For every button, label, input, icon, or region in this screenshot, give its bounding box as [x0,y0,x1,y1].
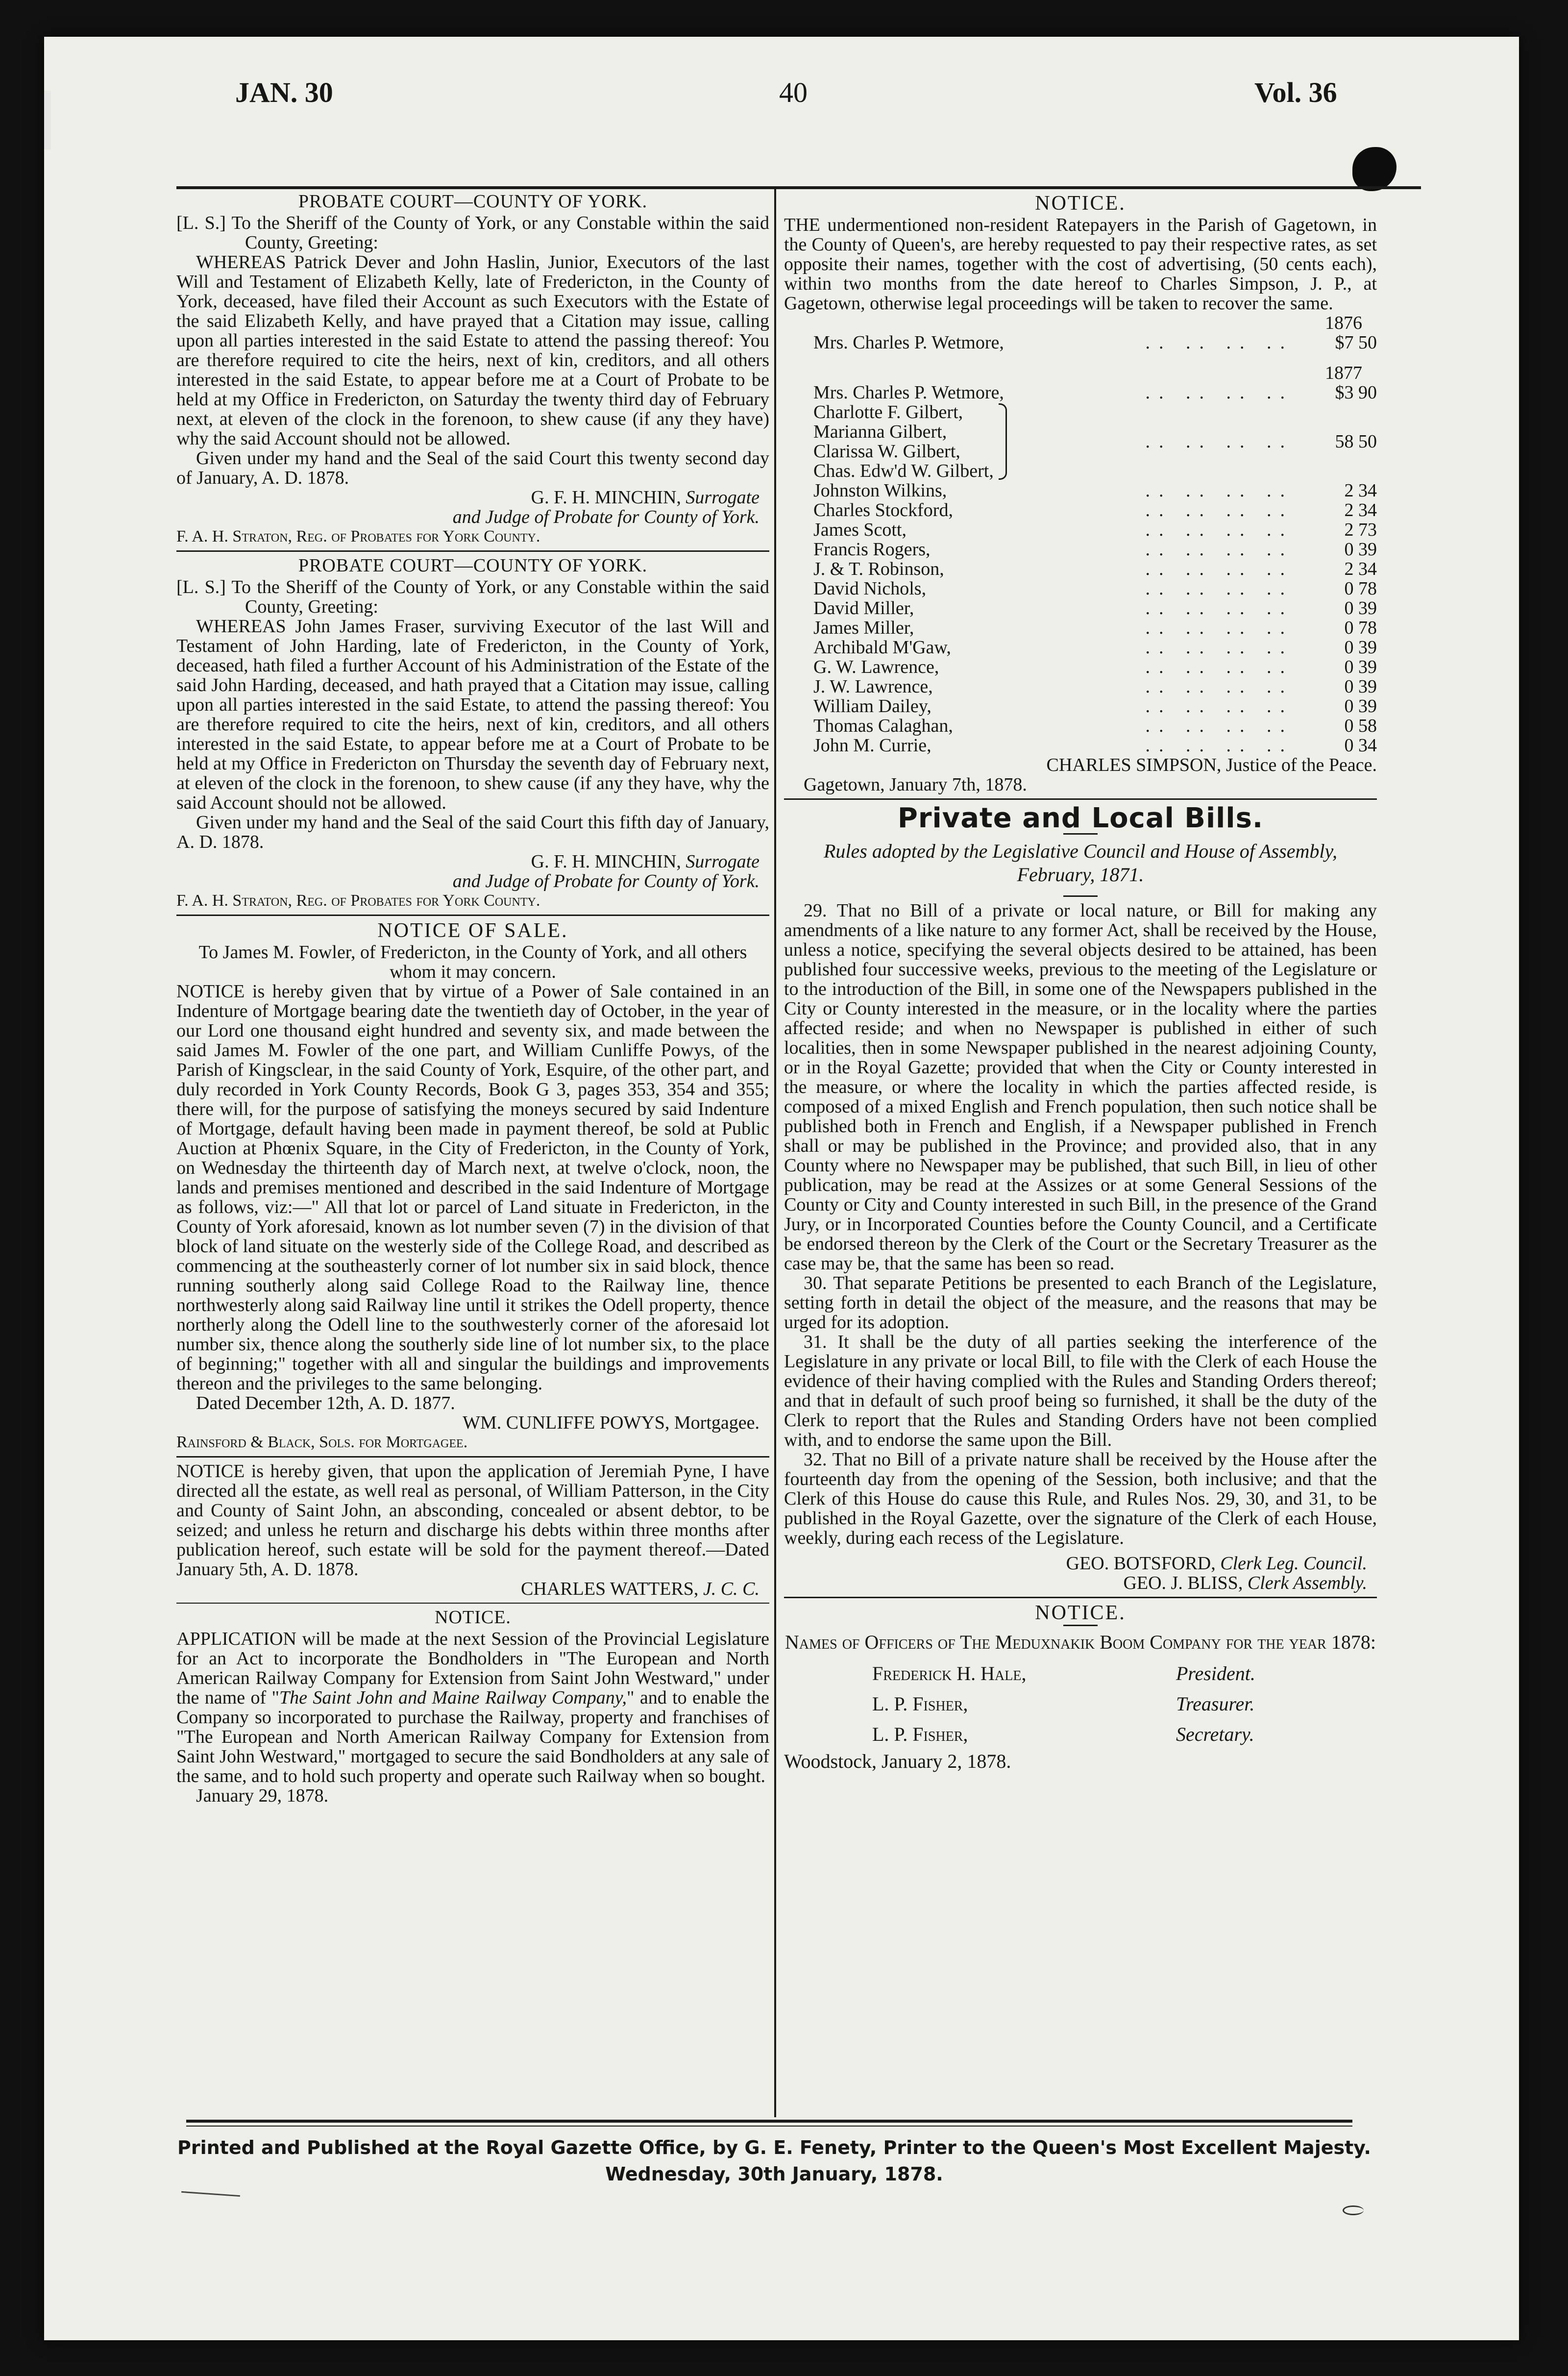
title-underline [1063,1625,1098,1626]
section-title: Private and Local Bills. [897,802,1264,834]
officer-role: Treasurer. [1176,1693,1255,1715]
notice-body: WHEREAS Patrick Dever and John Haslin, Junior, Executors of the last Will and Testament of Elizabeth Kelly, late of Fredericton, in the County of York, deceased, have filed their Account as such Executors with the Estate of the said Elizabeth Kelly, and have prayed that a Citation may issue, calling upon all parties interested in the said Estate to attend the passing thereof: You are therefore required to cite the heirs, next of kin, creditors, and all others interested in the said Estate, to appear before me at a Court of Probate to be held at my Office in Fredericton, on Saturday the twenty third day of February next, at eleven of the clock in the forenoon, to shew cause (if any they have) why the said Account should not be allowed. [176,252,769,449]
given-line: Given under my hand and the Seal of the said Court this fifth day of January, A. D. 1878. [176,812,769,852]
section-rule [784,798,1377,800]
ratepayer-name: James Miller, [813,618,914,638]
rate-amount: $3 90 [1335,382,1377,403]
rate-amount: 0 39 [1344,539,1377,560]
pen-mark [1343,2205,1364,2215]
railway-company-name: The Saint John and Maine Railway Company, [279,1687,627,1708]
table-row [784,736,1377,755]
ratepayer-name: G. W. Lawrence, [813,657,939,677]
volume-number: Vol. 36 [1254,76,1337,108]
signature-title-2: and Judge of Probate for County of York. [452,507,760,527]
ratepayer-name: James Scott, [813,520,906,540]
table-row [784,559,1377,579]
rule-32: 32. That no Bill of a private nature shall be received by the House after the fourteenth day from the opening of the Session, both inclusive; and that the Clerk of this House do cause this Rule, and Rules Nos. 29, 30, and 31, to be published in the Royal Gazette, over the signature of the Clerk of each House, weekly, during each recess of the Legislature. [784,1449,1377,1548]
leader-dots: .. .. .. .. [1145,696,1294,717]
dated-line: Woodstock, January 2, 1878. [784,1750,1011,1772]
ratepayer-name: David Nichols, [813,578,927,599]
ratepayer-name: Charles Stockford, [813,500,953,520]
table-row [784,481,1377,500]
dated-line: Dated December 12th, A. D. 1877. [196,1393,455,1413]
ratepayer-group [784,402,1088,481]
section-rule [784,1597,1377,1598]
signature-title: J. C. C. [703,1579,760,1599]
imprint-line: Printed and Published at the Royal Gazette Office, by G. E. Fenety, Printer to the Queen's Most Excellent Majesty. [177,2137,1371,2158]
notice-body: NOTICE is hereby given that by virtue of a Power of Sale contained in an Indenture of Mortgage bearing date the twentieth day of October, in the year of our Lord one thousand eight hundred and seventy six, and made between the said James M. Fowler of the one part, and William Cunliffe Powys, of the Parish of Kingsclear, in the said County of York, Esquire, of the other part, and duly recorded in York County Records, Book G 3, pages 353, 354 and 355; there will, for the purpose of satisfying the moneys secured by said Indenture of Mortgage, default having been made in payment thereof, be sold at Public Auction at Phœnix Square, in the City of Fredericton, in the County of York, on Wednesday the thirteenth day of March next, at twelve o'clock, noon, the lands and premises mentioned and described in the said Indenture of Mortgage as follows, viz:—" All that lot or parcel of Land situate in Fredericton, in the County of York aforesaid, known as lot number seven (7) in the division of that block of land situate on the westerly side of the College Road, and described as commencing at the southeasterly corner of lot number six in said block, thence running southerly along said College Road to the Railway line, thence northwesterly along said Railway line until it strikes the Odell property, thence northerly along the Odell line to the southwesterly corner of the aforesaid lot number six, thence along the southerly side line of lot number six, to the place of beginning;" together with all and singular the buildings and improvements thereon and the privileges to the same belonging. [176,981,769,1394]
rate-amount: 0 78 [1344,578,1377,599]
section-rule [176,1603,769,1604]
table-row [784,618,1377,638]
leader-dots: .. .. .. .. [1145,382,1294,403]
rule-29: 29. That no Bill of a private or local nature, or Bill for making any amendments of a like nature to any former Act, shall be received by the House, unless a notice, specifying the several objects desired to be attained, has been published four successive weeks, previous to the meeting of the Legislature or to the introduction of the Bill, in some one of the Newspapers published in the City or County interested in the measure, or in the locality where the parties affected reside; and when no Newspaper is published in either of such localities, then in some Newspaper published in the nearest adjoining County, or in the Royal Gazette; provided that when the City or County interested in the measure, or where the locality in which the parties affected reside, is composed of a mixed English and French population, then such notice shall be published both in French and English, if a Newspaper published in French shall or may be published in the Province; and provided also, that in any County where no Newspaper may be published, that such Bill, in lieu of other publication, may be read at the Assizes or at some General Sessions of the County or City and County interested in such Bill, in the presence of the Grand Jury, or in Incorporated Counties before the County Council, and a Certificate be endorsed thereon by the Clerk of the Court or the Secretary Treasurer as the case may be, that the same has been so read. [784,900,1377,1274]
group-brace [999,403,1007,480]
private-local-bills [784,802,1377,1593]
ratepayer-name: Marianna Gilbert, [813,421,947,442]
signature-title: Clerk Leg. Council. [1220,1553,1367,1574]
signature-name: G. F. H. MINCHIN, [531,851,681,872]
boom-company-notice [784,1603,1377,1771]
right-column [784,189,1377,2115]
ratepayer-name: Chas. Edw'd W. Gilbert, [813,461,994,481]
signature [176,1579,769,1599]
signature-title-2: and Judge of Probate for County of York. [452,871,760,891]
leader-dots: .. .. .. .. [1145,480,1294,501]
signature-name: G. F. H. MINCHIN, [531,487,681,508]
notice-body [176,1629,769,1786]
table-row [784,579,1377,598]
footer-rule [186,2120,1352,2123]
leader-dots: .. .. .. .. [1145,598,1294,619]
signature [176,488,769,507]
officers-list [872,1658,1377,1750]
table-row [784,500,1377,520]
railway-notice [176,1608,769,1806]
officer-role: Secretary. [1176,1723,1254,1745]
rate-amount: 0 39 [1344,696,1377,717]
rate-amount: 0 58 [1344,716,1377,736]
address-line: [L. S.] To the Sheriff of the County of York, or any Constable within the said County, Greeting: [176,577,769,617]
signature: WM. CUNLIFFE POWYS, Mortgagee. [463,1412,760,1433]
officer-name: L. P. Fisher, [872,1693,968,1715]
body-part-2: " and to enable the Company so incorporated to purchase the Railway, property and franchises of "The European and North American Railway Company for Extension from Saint John Westward," mortgaged to secure the said Bondholders at any sale of the same, and to hold such property and operate such Railway when so bought. [176,1687,769,1786]
year-label: 1876 [1325,313,1362,333]
officer-role: President. [1176,1662,1255,1684]
officer-name: Frederick H. Hale, [872,1662,1027,1684]
leader-dots: .. .. .. .. [1145,637,1294,658]
table-row-grouped [784,402,1377,481]
ratepayer-name: William Dailey, [813,696,931,717]
leader-dots: .. .. .. .. [1145,500,1294,520]
signature-bliss [784,1573,1377,1593]
dated-line: January 29, 1878. [196,1785,329,1806]
left-column [176,189,769,2115]
signature-title: Surrogate [686,487,760,508]
signature-name: GEO. BOTSFORD, [1066,1553,1216,1574]
table-row [784,696,1377,716]
leader-dots: .. .. .. .. [1145,618,1294,638]
registrar-line: F. A. H. Straton, Reg. of Probates for York County. [176,527,540,545]
leader-dots: .. .. .. .. [1145,716,1294,736]
notice-body: NOTICE is hereby given, that upon the application of Jeremiah Pyne, I have directed all the estate, as well real as personal, of William Patterson, in the City and County of Saint John, an absconding, concealed or absent debtor, to be seized; and unless he return and discharge his debts within three months after publication hereof, such estate will be sold for the payment thereof.—Dated January 5th, A. D. 1878. [176,1461,769,1580]
table-row [784,657,1377,677]
table-row [784,598,1377,618]
ratepayer-name: John M. Currie, [813,735,931,756]
leader-dots: .. .. .. .. [1145,539,1294,560]
issue-date: JAN. 30 [235,76,333,108]
ratepayer-name: Clarissa W. Gilbert, [813,441,960,462]
rate-amount: 58 50 [1335,431,1377,452]
rate-amount: 2 34 [1344,559,1377,579]
section-title: NOTICE OF SALE. [377,919,568,942]
officer-row [872,1658,1377,1689]
subtitle-underline [1063,895,1098,897]
signature-title-line [176,507,769,527]
dated-line: Gagetown, January 7th, 1878. [804,774,1027,795]
rate-amount: 0 39 [1344,657,1377,677]
table-row [784,638,1377,657]
ratepayer-name: J. & T. Robinson, [813,559,944,579]
address-line: To James M. Fowler, of Fredericton, in the County of York, and all others whom it may concern. [198,942,747,982]
rate-amount: 0 34 [1344,735,1377,756]
body-part-1: APPLICATION will be made at the next Session of the Provincial Legislature for an Act to incorporate the Bondholders in "The European and North American Railway Company for Extension from Saint John Westward," under the name of " [176,1629,769,1708]
rate-amount: 0 39 [1344,676,1377,697]
imprint-date: Wednesday, 30th January, 1878. [605,2163,943,2185]
rate-amount: $7 50 [1335,332,1377,353]
section-title: PROBATE COURT—COUNTY OF YORK. [298,555,648,576]
rate-amount: 2 73 [1344,520,1377,540]
probate-notice-harding [176,556,769,911]
signature-botsford [784,1554,1377,1573]
leader-dots: .. .. .. .. [1145,559,1294,579]
signature-name: CHARLES WATTERS, [520,1579,699,1599]
rate-amount: 0 39 [1344,598,1377,619]
section-title: NOTICE. [1035,1602,1126,1624]
section-rule [176,915,769,916]
leader-dots: .. .. .. .. [1145,431,1294,452]
officer-row [872,1719,1377,1750]
ratepayer-name: David Miller, [813,598,914,619]
ratepayer-name: Mrs. Charles P. Wetmore, [813,382,1004,403]
footer-rule-thin [186,2126,1352,2127]
officer-name: L. P. Fisher, [872,1723,968,1745]
leader-dots: .. .. .. .. [1145,332,1294,353]
year-label: 1877 [1325,363,1362,383]
leader-dots: .. .. .. .. [1145,735,1294,756]
rate-amount: 0 39 [1344,637,1377,658]
registrar-line: F. A. H. Straton, Reg. of Probates for York County. [176,891,540,910]
binding-edge [44,91,51,149]
ratepayer-name: Johnston Wilkins, [813,480,947,501]
address-line: [L. S.] To the Sheriff of the County of York, or any Constable within the said County, Greeting: [176,213,769,253]
rate-amount: 2 34 [1344,480,1377,501]
signature-name: GEO. J. BLISS, [1123,1573,1243,1593]
leader-dots: .. .. .. .. [1145,657,1294,677]
table-row [784,716,1377,736]
officers-heading: Names of Officers of The Meduxnakik Boom Company for the year 1878: [785,1631,1376,1653]
signature-title-line [176,871,769,891]
section-rule [176,1456,769,1458]
notice-of-sale [176,921,769,1452]
ratepayer-name: Mrs. Charles P. Wetmore, [813,332,1004,353]
imprint [176,2134,1372,2187]
table-row [784,520,1377,540]
group-names [813,402,994,481]
signature [176,852,769,871]
ratepayer-name: Charlotte F. Gilbert, [813,402,963,422]
signature-title: Clerk Assembly. [1247,1573,1367,1593]
section-title: NOTICE. [435,1607,511,1628]
notice-body: WHEREAS John James Fraser, surviving Executor of the last Will and Testament of John Harding, late of Fredericton, in the County of York, deceased, hath filed a further Account of his Administration of the Estate of the said John Harding, deceased, and hath prayed that a Citation may issue, calling upon all parties interested in the said Estate, to attend the passing thereof: You are therefore required to cite the heirs, next of kin, creditors, and all others interested in the said Estate, to appear before me at a Court of Probate to be held at my Office in Fredericton on Thursday the seventh day of February next, at eleven of the clock in the forenoon, to shew cause (if any they have, why the said Account should not be allowed. [176,616,769,813]
leader-dots: .. .. .. .. [1145,578,1294,599]
ratepayers-notice [784,194,1377,794]
table-row [784,540,1377,559]
given-line: Given under my hand and the Seal of the said Court this twenty second day of January, A. D. 1878. [176,448,769,488]
notice-body: THE undermentioned non-resident Ratepayers in the Parish of Gagetown, in the County of Queen's, are hereby requested to pay their respective rates, as set opposite their names, together with the cost of advertising, (50 cents each), within two months from the date hereof to Charles Simpson, J. P., at Gagetown, otherwise legal proceedings will be taken to recover the same. [784,215,1377,314]
ratepayer-name: Francis Rogers, [813,539,931,560]
section-subtitle: Rules adopted by the Legislative Council and House of Assembly, February, 1871. [823,840,1337,886]
signature-title: Surrogate [686,851,760,872]
rule-31: 31. It shall be the duty of all parties seeking the interference of the Legislature in any private or local Bill, to file with the Clerk of each House the evidence of their having complied with the Rules and Standing Orders thereof; and that in default of such proof being so furnished, it shall be the duty of the Clerk to report that the Rules and Standing Orders have not been complied with, and to endorse the same upon the Bill. [784,1332,1377,1450]
solicitors-line: Rainsford & Black, Sols. for Mortgagee. [176,1433,468,1451]
probate-notice-kelly [176,192,769,546]
section-title: PROBATE COURT—COUNTY OF YORK. [298,191,648,212]
ratepayer-name: Thomas Calaghan, [813,716,953,736]
column-divider [774,189,776,2117]
rate-amount: 0 78 [1344,618,1377,638]
leader-dots: .. .. .. .. [1145,676,1294,697]
leader-dots: .. .. .. .. [1145,520,1294,540]
table-row [784,333,1377,352]
ratepayers-table-1877 [784,383,1377,755]
absconding-debtor-notice [176,1461,769,1599]
signature: CHARLES SIMPSON, Justice of the Peace. [1046,755,1377,775]
rule-30: 30. That separate Petitions be presented to each Branch of the Legislature, setting forth in detail the object of the measure, and the reasons that may be urged for its adoption. [784,1273,1377,1333]
table-row [784,383,1377,402]
section-title: NOTICE. [1035,192,1126,215]
rate-amount: 2 34 [1344,500,1377,520]
table-row [784,677,1377,696]
section-rule [176,550,769,552]
officer-row [872,1689,1377,1719]
ratepayer-name: Archibald M'Gaw, [813,637,951,658]
ratepayers-table-1876 [784,333,1377,352]
page-number: 40 [779,76,808,108]
ratepayer-name: J. W. Lawrence, [813,676,933,697]
